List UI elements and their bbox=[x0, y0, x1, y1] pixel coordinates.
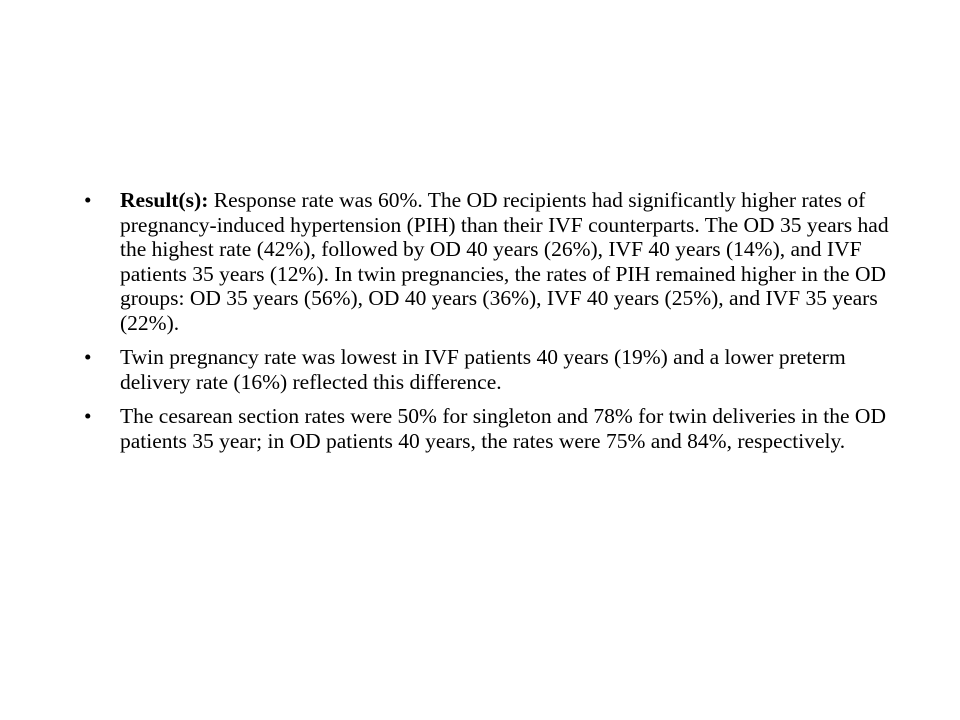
bullet-twin-pregnancy bbox=[84, 345, 904, 394]
results-text: Response rate was 60%. The OD recipients had significantly higher rates of pregnancy-induced hypertension (PIH) than their IVF counterparts. The OD 35 years had the highest rate (42%), followed by OD 40 years (26%), IVF 40 years (14%), and IVF patients 35 years (12%). In twin pregnancies, the rates of PIH remained higher in the OD groups: OD 35 years (56%), OD 40 years (36%), IVF 40 years (25%), and IVF 35 years (22%). bbox=[120, 188, 889, 335]
bullet-icon: • bbox=[84, 188, 92, 212]
cesarean-text: The cesarean section rates were 50% for singleton and 78% for twin deliveries in the OD patients 35 year; in OD patients 40 years, the rates were 75% and 84%, respectively. bbox=[120, 404, 886, 453]
bullet-icon: • bbox=[84, 345, 92, 369]
bullet-results bbox=[84, 188, 904, 335]
results-label: Result(s): bbox=[120, 188, 209, 212]
twin-pregnancy-text: Twin pregnancy rate was lowest in IVF patients 40 years (19%) and a lower preterm delivery rate (16%) reflected this difference. bbox=[120, 345, 846, 394]
bullet-list bbox=[84, 188, 904, 463]
bullet-cesarean bbox=[84, 404, 904, 453]
bullet-icon: • bbox=[84, 404, 92, 428]
